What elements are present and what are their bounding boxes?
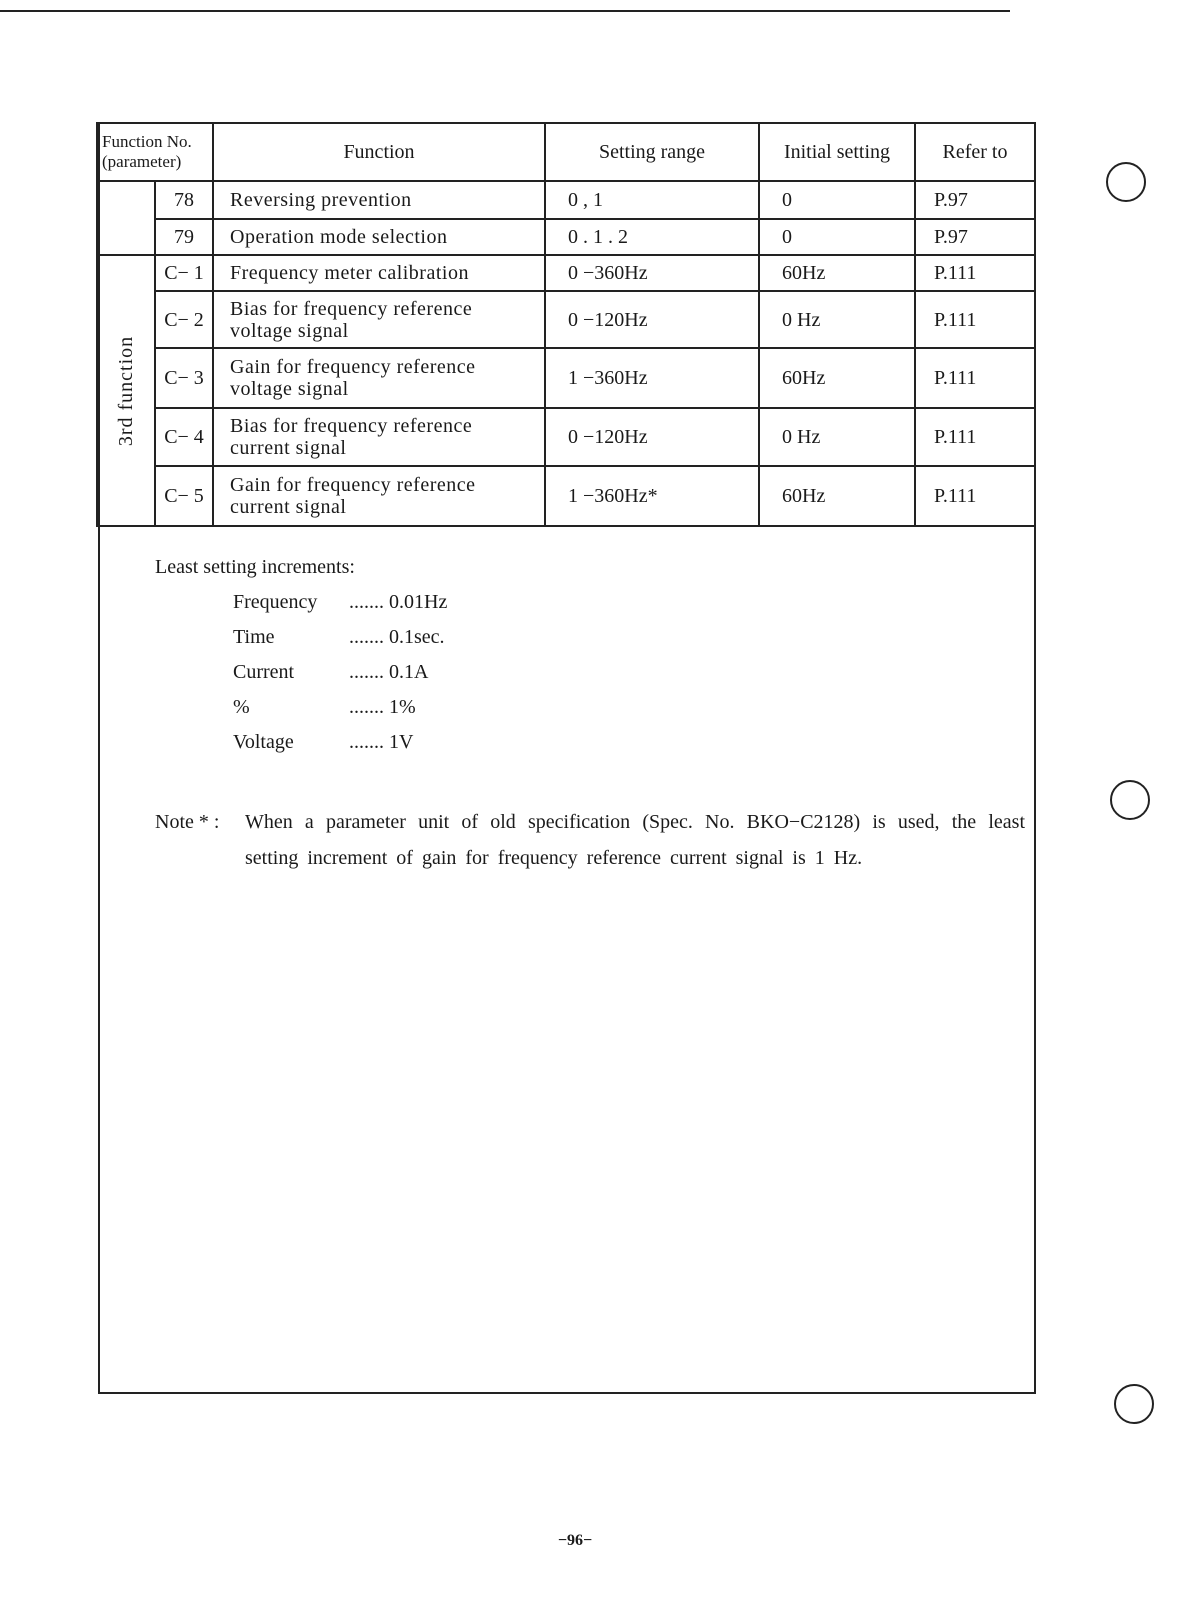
header-function-no: Function No. (parameter) <box>97 123 213 181</box>
page-number: −96− <box>557 1532 593 1549</box>
param-function: Gain for frequency reference current signal <box>213 466 545 526</box>
param-refer: P.111 <box>915 408 1035 466</box>
param-range: 1 −360Hz* <box>545 466 759 526</box>
increment-value: ....... 0.1sec. <box>349 626 445 648</box>
param-initial: 0 Hz <box>759 291 915 348</box>
param-range: 0 −360Hz <box>545 255 759 291</box>
param-range: 0 −120Hz <box>545 291 759 348</box>
least-setting-increments <box>155 556 447 766</box>
binder-hole-icon <box>1106 162 1146 202</box>
header-refer-to: Refer to <box>915 123 1035 181</box>
increment-item <box>233 731 447 766</box>
param-function: Bias for frequency reference voltage signal <box>213 291 545 348</box>
param-refer: P.111 <box>915 291 1035 348</box>
top-rule <box>0 10 1010 12</box>
increment-name: Time <box>233 626 275 648</box>
note-label: Note * : <box>155 811 220 833</box>
table-row <box>97 181 1035 219</box>
binder-hole-icon <box>1114 1384 1154 1424</box>
param-refer: P.111 <box>915 255 1035 291</box>
param-refer: P.97 <box>915 219 1035 255</box>
header-initial-setting: Initial setting <box>759 123 915 181</box>
param-initial: 0 Hz <box>759 408 915 466</box>
param-function: Operation mode selection <box>213 219 545 255</box>
param-function: Reversing prevention <box>213 181 545 219</box>
param-initial: 60Hz <box>759 466 915 526</box>
param-no: C− 1 <box>155 255 213 291</box>
table-row <box>97 219 1035 255</box>
param-range: 0 . 1 . 2 <box>545 219 759 255</box>
header-function: Function <box>213 123 545 181</box>
param-range: 1 −360Hz <box>545 348 759 408</box>
param-no: C− 2 <box>155 291 213 348</box>
increments-title: Least setting increments: <box>155 556 355 578</box>
increment-name: Voltage <box>233 731 294 753</box>
group-label-cell <box>97 255 155 526</box>
increment-value: ....... 0.01Hz <box>349 591 448 613</box>
parameter-table <box>96 122 1036 527</box>
param-range: 0 , 1 <box>545 181 759 219</box>
increment-item <box>233 696 447 731</box>
table-row <box>97 466 1035 526</box>
footnote <box>155 804 1025 876</box>
increment-item <box>233 661 447 696</box>
param-function: Bias for frequency reference current signal <box>213 408 545 466</box>
param-initial: 0 <box>759 219 915 255</box>
param-refer: P.111 <box>915 348 1035 408</box>
table-header-row <box>97 123 1035 181</box>
increment-name: Current <box>233 661 295 683</box>
param-no: C− 4 <box>155 408 213 466</box>
param-range: 0 −120Hz <box>545 408 759 466</box>
param-no: 79 <box>155 219 213 255</box>
table-row <box>97 408 1035 466</box>
binder-hole-icon <box>1110 780 1150 820</box>
increment-value: ....... 0.1A <box>349 661 429 683</box>
param-refer: P.97 <box>915 181 1035 219</box>
param-function: Frequency meter calibration <box>213 255 545 291</box>
increment-item <box>233 591 447 626</box>
table-row <box>97 255 1035 291</box>
param-refer: P.111 <box>915 466 1035 526</box>
increment-name: Frequency <box>233 591 318 613</box>
param-no: C− 3 <box>155 348 213 408</box>
param-no: 78 <box>155 181 213 219</box>
param-function: Gain for frequency reference voltage signal <box>213 348 545 408</box>
table-row <box>97 291 1035 348</box>
group-label: 3rd function <box>115 335 137 446</box>
param-initial: 60Hz <box>759 255 915 291</box>
increment-value: ....... 1% <box>349 696 416 718</box>
param-no: C− 5 <box>155 466 213 526</box>
header-setting-range: Setting range <box>545 123 759 181</box>
note-text: When a parameter unit of old specification (Spec. No. BKO−C2128) is used, the least setting increment of gain for frequency reference current signal is 1 Hz. <box>245 811 1025 869</box>
param-initial: 60Hz <box>759 348 915 408</box>
increment-item <box>233 626 447 661</box>
increment-value: ....... 1V <box>349 731 414 753</box>
table-row <box>97 348 1035 408</box>
increment-name: % <box>233 696 250 718</box>
group-blank-cell <box>97 181 155 255</box>
param-initial: 0 <box>759 181 915 219</box>
